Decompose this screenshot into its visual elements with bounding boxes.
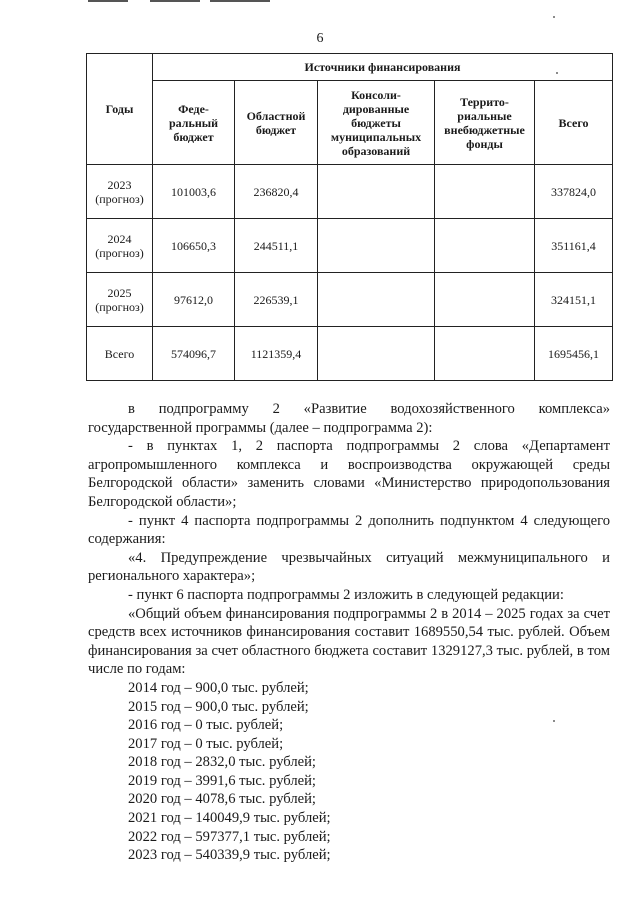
column-header: Террито- риальные внебюджетные фонды (435, 81, 535, 165)
value-cell: 337824,0 (535, 165, 613, 219)
year-amount-item: 2021 год – 140049,9 тыс. рублей; (128, 810, 331, 827)
value-cell: 1121359,4 (235, 327, 318, 381)
scan-edge (0, 0, 640, 3)
value-cell: 324151,1 (535, 273, 613, 327)
year-amount-item: 2016 год – 0 тыс. рублей; (128, 717, 284, 734)
value-cell (318, 165, 435, 219)
funding-sources-header: Источники финансирования (153, 54, 613, 81)
financing-table (86, 53, 613, 381)
column-header: Областной бюджет (235, 81, 318, 165)
value-cell: 1695456,1 (535, 327, 613, 381)
value-cell: 244511,1 (235, 219, 318, 273)
value-cell: 101003,6 (153, 165, 235, 219)
table-body (87, 165, 613, 381)
value-cell (318, 273, 435, 327)
year-cell: 2025 (прогноз) (87, 273, 153, 327)
yearly-financing-list (88, 679, 610, 865)
page-number: 6 (316, 31, 324, 46)
paragraph-subprogram-intro-cont: государственной программы (далее – подпрограмма 2): (88, 419, 433, 436)
paragraph-point-4: - пункт 4 паспорта подпрограммы 2 дополнить подпунктом 4 следующего содержания: (88, 512, 610, 548)
column-header: Консоли- дированные бюджеты муниципальных образований (318, 81, 435, 165)
document-body (88, 400, 610, 865)
paragraph-point-6: - пункт 6 паспорта подпрограммы 2 изложить в следующей редакции: (128, 586, 564, 603)
year-cell: 2024 (прогноз) (87, 219, 153, 273)
paragraph-passport-points: - в пунктах 1, 2 паспорта подпрограммы 2 слова «Департамент агропромышленного комплекса и воспроизводства окружающей среды Белгородской области» заменить словами «Министерство природопользования Белгородской области»; (88, 438, 610, 510)
year-amount-item: 2018 год – 2832,0 тыс. рублей; (128, 754, 316, 771)
column-header-row (87, 81, 613, 165)
table-row (87, 273, 613, 327)
value-cell (318, 219, 435, 273)
year-header: Годы (87, 54, 153, 165)
value-cell (318, 327, 435, 381)
scan-speck (553, 720, 555, 722)
paragraph-emergency: «4. Предупреждение чрезвычайных ситуаций межмуниципального и регионального характера»; (88, 549, 610, 585)
year-amount-item: 2019 год – 3991,6 тыс. рублей; (128, 772, 316, 789)
value-cell: 106650,3 (153, 219, 235, 273)
paragraph-total-financing: «Общий объем финансирования подпрограммы 2 в 2014 – 2025 годах за счет средств всех источников финансирования составит 1689550,54 тыс. рублей. Объем финансирования за счет областного бюджета составит 1329127,3 тыс. рублей, в том числе по годам: (88, 605, 610, 678)
value-cell (435, 219, 535, 273)
year-amount-item: 2022 год – 597377,1 тыс. рублей; (128, 828, 331, 845)
value-cell: 236820,4 (235, 165, 318, 219)
table-row (87, 219, 613, 273)
year-amount-item: 2020 год – 4078,6 тыс. рублей; (128, 791, 316, 808)
year-amount-item: 2023 год – 540339,9 тыс. рублей; (128, 847, 331, 864)
value-cell (435, 273, 535, 327)
value-cell (435, 327, 535, 381)
year-amount-item: 2017 год – 0 тыс. рублей; (128, 735, 284, 752)
scan-speck (556, 72, 558, 74)
year-cell: Всего (87, 327, 153, 381)
value-cell: 574096,7 (153, 327, 235, 381)
paragraph-subprogram-intro: в подпрограмму 2 «Развитие водохозяйственного комплекса» (128, 401, 610, 417)
table-row (87, 327, 613, 381)
scan-speck (553, 16, 555, 18)
year-amount-item: 2015 год – 900,0 тыс. рублей; (128, 698, 309, 715)
value-cell: 351161,4 (535, 219, 613, 273)
year-cell: 2023 (прогноз) (87, 165, 153, 219)
year-amount-item: 2014 год – 900,0 тыс. рублей; (128, 679, 309, 696)
column-header: Всего (535, 81, 613, 165)
table-row (87, 165, 613, 219)
value-cell: 226539,1 (235, 273, 318, 327)
value-cell: 97612,0 (153, 273, 235, 327)
value-cell (435, 165, 535, 219)
column-header: Феде- ральный бюджет (153, 81, 235, 165)
